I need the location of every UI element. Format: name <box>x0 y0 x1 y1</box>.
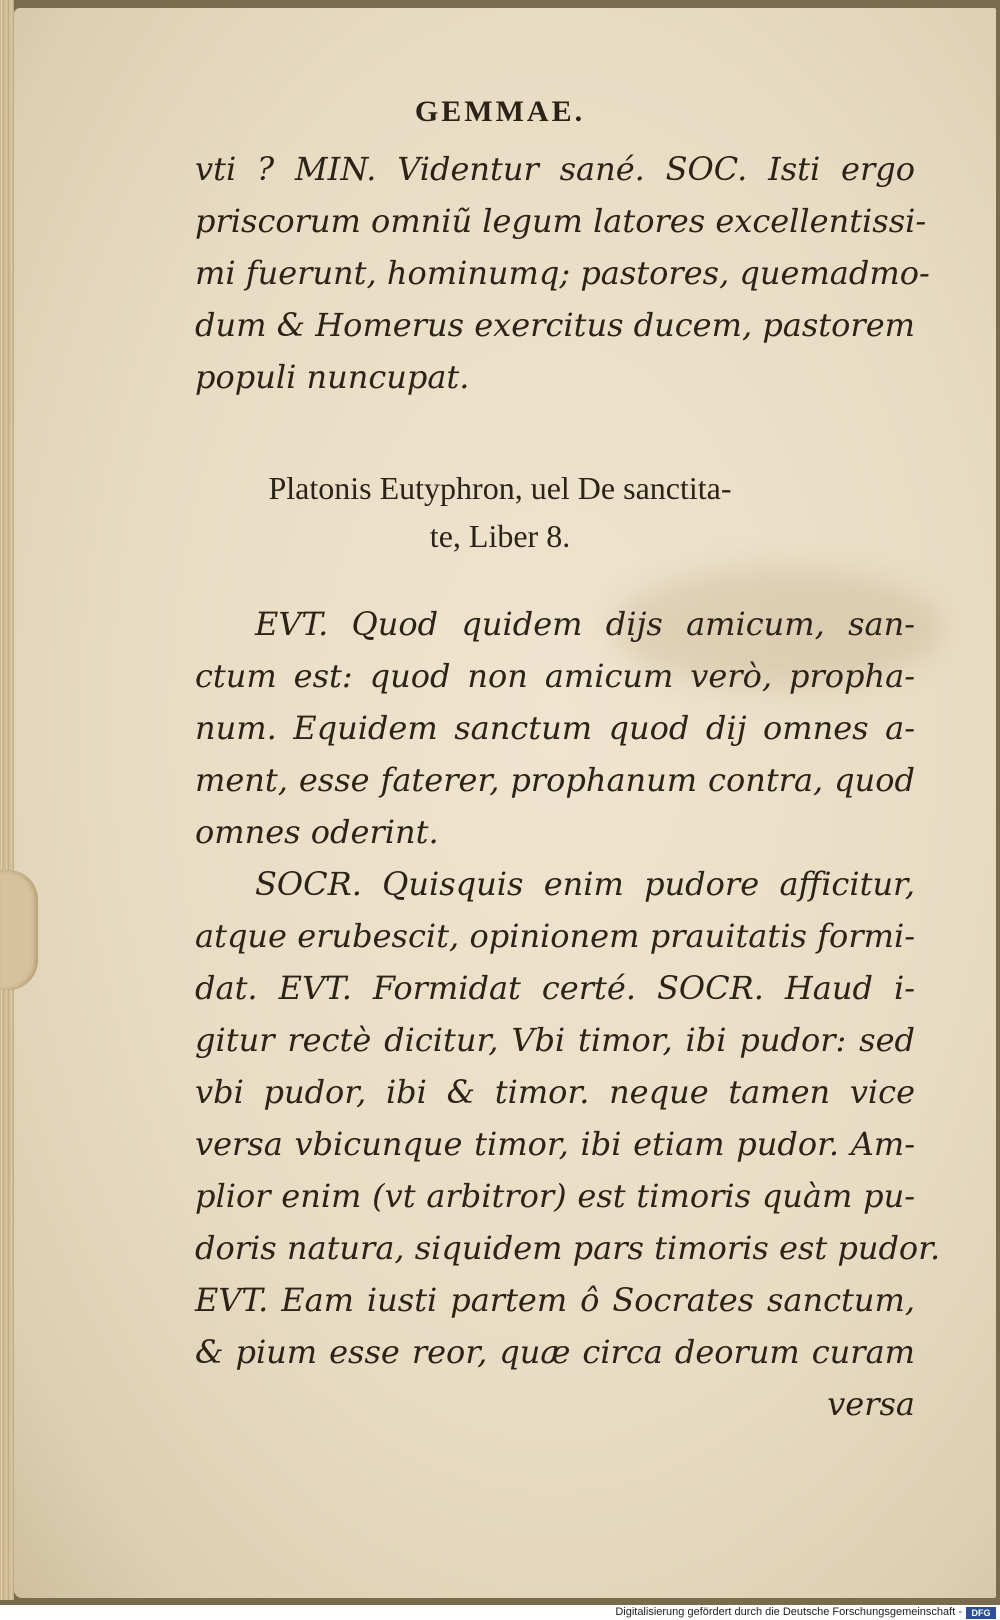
text-line: priscorum omniũ legum latores excellentissi- <box>195 202 927 240</box>
text-line: atque erubescit, opinionem prauitatis formi- <box>195 917 915 955</box>
text-line: ment, esse faterer, prophanum contra, quod <box>195 761 915 799</box>
text-line: gitur rectè dicitur, Vbi timor, ibi pudor: sed <box>195 1021 915 1059</box>
text-line: ctum est: quod non amicum verò, propha- <box>195 657 915 695</box>
text-line: dum & Homerus exercitus ducem, pastorem <box>195 306 915 344</box>
text-line: EVT. Eam iusti partem ô Socrates sanctum, <box>195 1281 915 1319</box>
text-line: dat. EVT. Formidat certé. SOCR. Haud i- <box>195 969 915 1007</box>
section-title-line: te, Liber 8. <box>429 518 571 554</box>
text-line: & pium esse reor, quæ circa deorum curam <box>195 1333 915 1371</box>
footer-credit: Digitalisierung gefördert durch die Deutsche Forschungsgemeinschaft - <box>615 1606 962 1618</box>
page-tab-marker <box>0 870 38 990</box>
text-line: doris natura, siquidem pars timoris est pudor. <box>195 1229 941 1267</box>
text-line: mi fuerunt, hominumq; pastores, quemadmo- <box>195 254 930 292</box>
text-line: versa vbicunque timor, ibi etiam pudor. Am- <box>195 1125 915 1163</box>
text-line: SOCR. Quisquis enim pudore afficitur, <box>255 865 915 903</box>
dfg-logo: DFG <box>966 1607 996 1619</box>
running-head: GEMMAE. <box>414 95 586 128</box>
text-line: vti ? MIN. Videntur sané. SOC. Isti ergo <box>195 150 915 188</box>
text-line: populi nuncupat. <box>195 358 470 396</box>
text-line: omnes oderint. <box>195 813 439 851</box>
page-edge-stack <box>0 0 14 1600</box>
digitization-footer <box>0 1606 1000 1620</box>
text-line: plior enim (vt arbitror) est timoris quàm pu- <box>195 1177 915 1215</box>
catchword: versa <box>827 1385 915 1423</box>
text-line: EVT. Quod quidem dijs amicum, san- <box>255 605 915 643</box>
text-line: num. Equidem sanctum quod dij omnes a- <box>195 709 915 747</box>
section-title-line: Platonis Eutyphron, uel De sanctita- <box>268 470 732 506</box>
text-line: vbi pudor, ibi & timor. neque tamen vice <box>195 1073 915 1111</box>
